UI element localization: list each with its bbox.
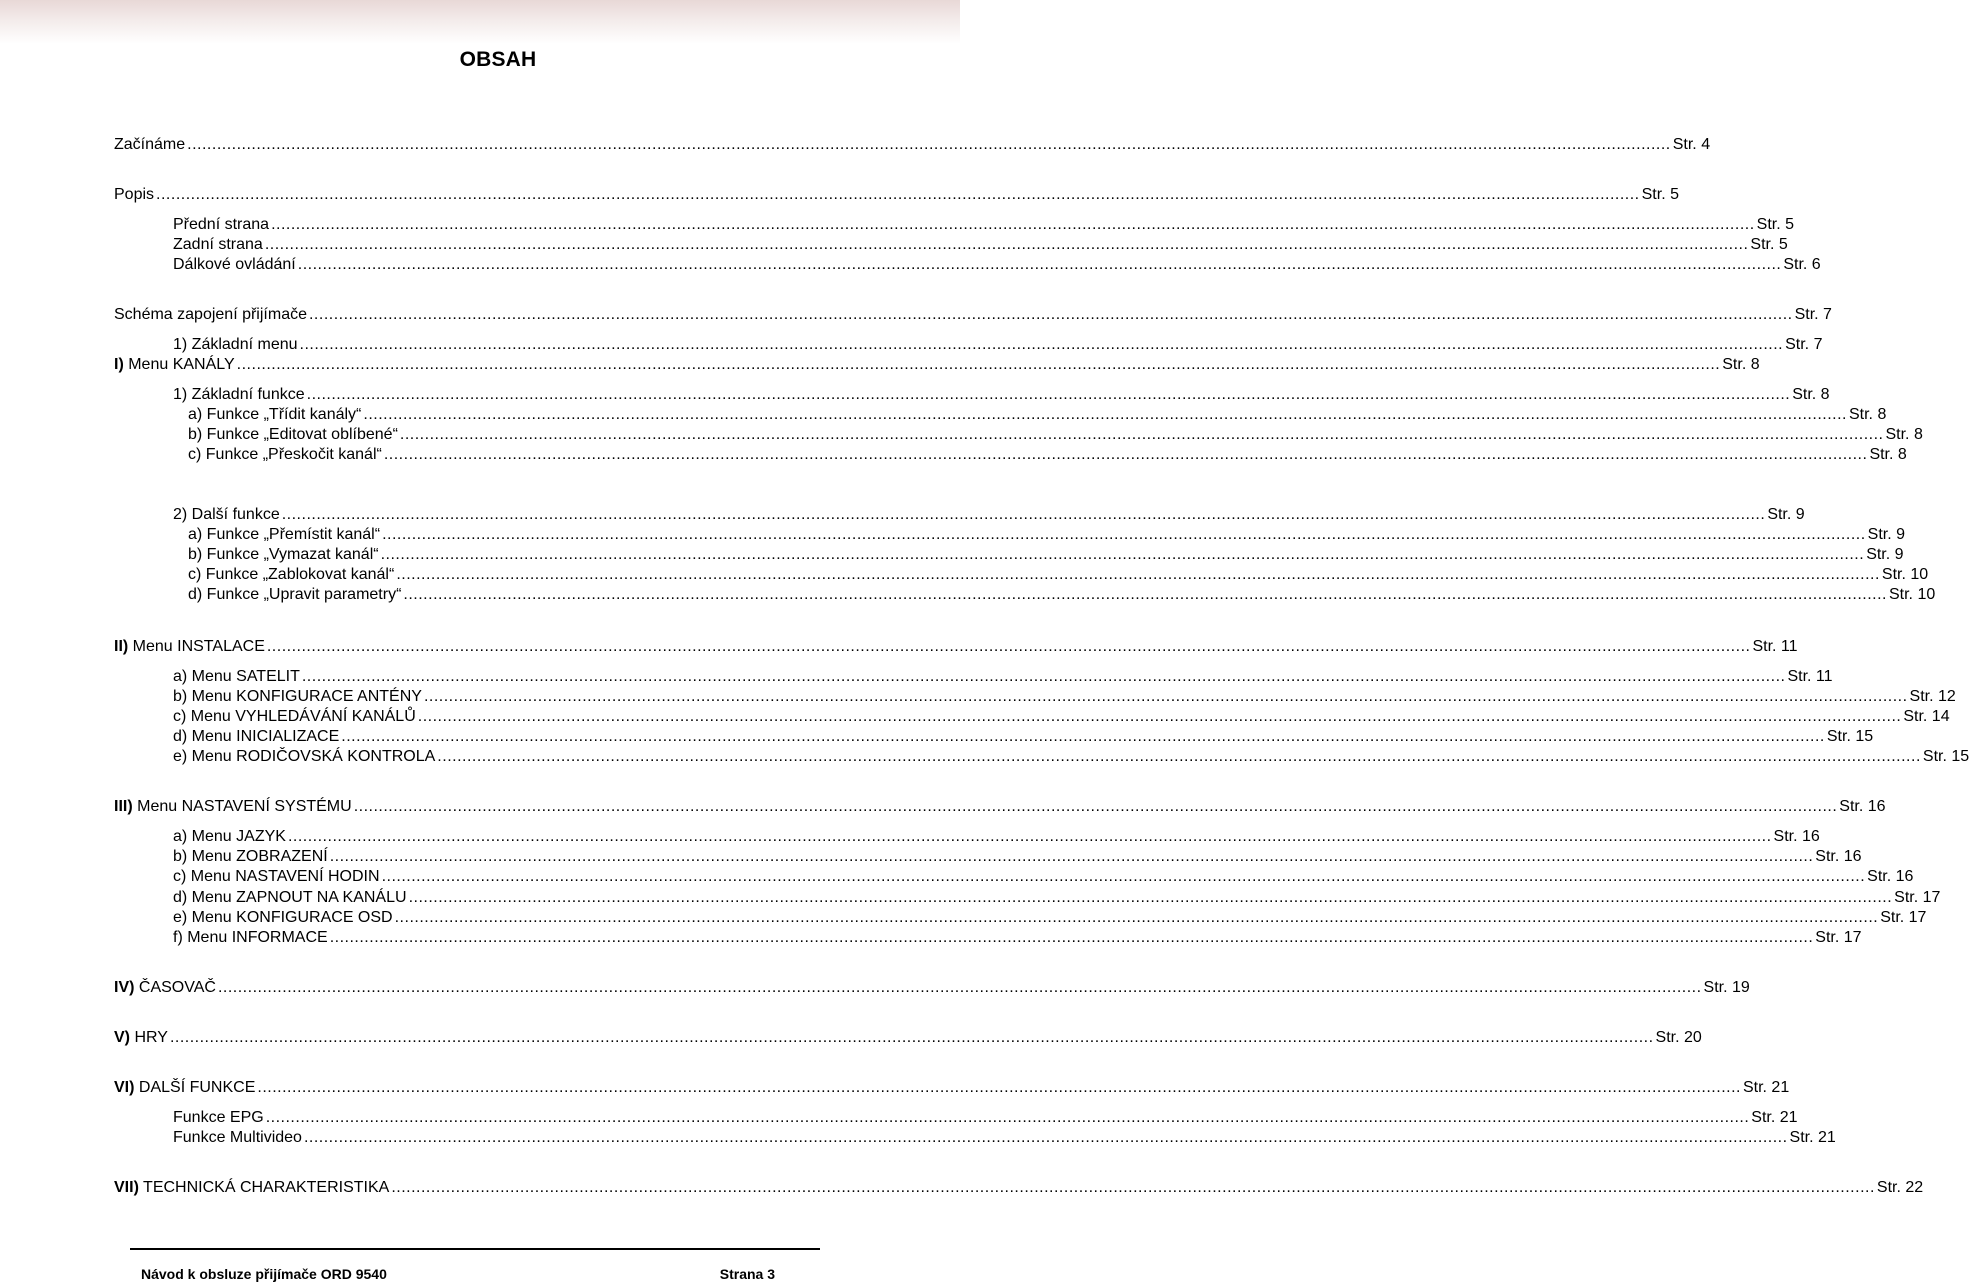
toc-entry-label <box>114 637 265 657</box>
footer-document-title: Návod k obsluze přijímače ORD 9540 <box>141 1266 387 1282</box>
toc-entry-label <box>173 215 269 235</box>
toc-entry-label <box>173 867 380 887</box>
toc-entry-title: e) Menu RODIČOVSKÁ KONTROLA <box>173 748 436 765</box>
toc-entry-title: Přední strana <box>173 216 270 233</box>
toc-entry[interactable] <box>114 355 1760 375</box>
toc-entry-label <box>173 1108 264 1128</box>
toc-entry-title: DALŠÍ FUNKCE <box>134 1079 256 1096</box>
toc-page-ref: Str. 5 <box>1750 236 1788 253</box>
toc-leader-dots: ............................................................................................................................................................................................................................................................................................................ <box>299 336 1784 353</box>
toc-section-numeral: VI) <box>114 1079 135 1096</box>
toc-leader-dots: ............................................................................................................................................................................................................................................................................................................ <box>399 426 1884 443</box>
toc-page-ref: Str. 8 <box>1848 406 1887 423</box>
toc-leader-dots: ............................................................................................................................................................................................................................................................................................................ <box>265 1109 1750 1126</box>
toc-entry-title: a) Funkce „Třídit kanály“ <box>188 406 362 423</box>
toc-page-ref: Str. 8 <box>1885 426 1923 443</box>
toc-leader-dots: ............................................................................................................................................................................................................................................................................................................ <box>396 566 1880 583</box>
toc-entry[interactable] <box>188 445 1907 465</box>
toc-entry[interactable] <box>114 185 1679 205</box>
toc-entry-title: Popis <box>114 186 155 203</box>
toc-entry[interactable] <box>173 335 1823 355</box>
toc-entry-label <box>173 505 280 525</box>
toc-entry-label <box>173 928 328 948</box>
toc-page-ref: Str. 9 <box>1767 506 1805 523</box>
toc-entry-label <box>114 135 185 155</box>
toc-leader-dots: ............................................................................................................................................................................................................................................................................................................ <box>264 236 1749 253</box>
toc-leader-dots: ............................................................................................................................................................................................................................................................................................................ <box>394 909 1879 926</box>
toc-entry-title: 1) Základní menu <box>173 336 298 353</box>
toc-leader-dots: ............................................................................................................................................................................................................................................................................................................ <box>297 256 1782 273</box>
toc-entry[interactable] <box>114 135 1711 155</box>
toc-entry[interactable] <box>173 707 1950 727</box>
toc-entry[interactable] <box>173 1108 1798 1128</box>
toc-leader-dots: ............................................................................................................................................................................................................................................................................................................ <box>382 526 1866 543</box>
toc-section-numeral: II) <box>114 638 129 655</box>
toc-entry-label <box>173 847 328 867</box>
toc-entry-label <box>114 1178 389 1198</box>
toc-page-ref: Str. 10 <box>1881 566 1929 583</box>
toc-entry[interactable] <box>173 847 1862 867</box>
toc-entry-title: b) Funkce „Editovat oblíbené“ <box>188 426 398 443</box>
toc-leader-dots: ............................................................................................................................................................................................................................................................................................................ <box>236 356 1721 373</box>
toc-entry[interactable] <box>173 667 1833 687</box>
toc-entry-label <box>114 355 235 375</box>
toc-entry-title: e) Menu KONFIGURACE OSD <box>173 909 393 926</box>
toc-entry-title: Funkce EPG <box>173 1109 264 1126</box>
toc-entry-title: 1) Základní funkce <box>173 386 305 403</box>
toc-entry[interactable] <box>173 215 1795 235</box>
toc-entry-title: c) Menu VYHLEDÁVÁNÍ KANÁLŮ <box>173 708 416 725</box>
toc-entry-title: Menu KANÁLY <box>123 356 235 373</box>
toc-leader-dots: ............................................................................................................................................................................................................................................................................................................ <box>271 216 1755 233</box>
toc-entry-title: d) Funkce „Upravit parametry“ <box>188 586 402 603</box>
toc-entry[interactable] <box>173 727 1874 747</box>
toc-entry-label <box>188 425 398 445</box>
toc-entry-title: a) Menu SATELIT <box>173 668 300 685</box>
toc-page-ref: Str. 7 <box>1785 336 1823 353</box>
toc-entry[interactable] <box>188 525 1906 545</box>
toc-section-numeral: I) <box>114 356 124 373</box>
toc-entry-label <box>114 1028 168 1048</box>
toc-entry[interactable] <box>188 425 1923 445</box>
toc-leader-dots: ............................................................................................................................................................................................................................................................................................................ <box>308 306 1793 323</box>
toc-entry-title: 2) Další funkce <box>173 506 280 523</box>
toc-entry[interactable] <box>173 928 1862 948</box>
toc-entry-title: Schéma zapojení přijímače <box>114 306 307 323</box>
toc-entry[interactable] <box>114 797 1886 817</box>
toc-entry-title: d) Menu INICIALIZACE <box>173 728 340 745</box>
toc-page-ref: Str. 6 <box>1783 256 1821 273</box>
toc-entry-title: Zadní strana <box>173 236 263 253</box>
toc-page-ref: Str. 7 <box>1794 306 1832 323</box>
toc-page-ref: Str. 14 <box>1903 708 1950 725</box>
toc-page-ref: Str. 8 <box>1792 386 1830 403</box>
toc-entry-title: HRY <box>130 1029 168 1046</box>
toc-entry-label <box>114 305 307 325</box>
toc-entry-label <box>188 525 380 545</box>
toc-leader-dots: ............................................................................................................................................................................................................................................................................................................ <box>403 586 1887 603</box>
toc-leader-dots: ............................................................................................................................................................................................................................................................................................................ <box>363 406 1847 423</box>
toc-leader-dots: ............................................................................................................................................................................................................................................................................................................ <box>217 979 1702 996</box>
toc-page-ref: Str. 21 <box>1742 1079 1790 1096</box>
toc-entry-label <box>173 1128 302 1148</box>
toc-entry[interactable] <box>114 978 1750 998</box>
toc-entry-label <box>188 405 361 425</box>
toc-section-numeral: III) <box>114 798 133 815</box>
toc-entry[interactable] <box>114 305 1832 325</box>
toc-entry-label <box>173 385 305 405</box>
toc-leader-dots: ............................................................................................................................................................................................................................................................................................................ <box>353 798 1838 815</box>
toc-entry-label <box>173 667 300 687</box>
toc-page-ref: Str. 8 <box>1869 446 1907 463</box>
footer-divider <box>130 1248 820 1250</box>
toc-entry[interactable] <box>114 1028 1702 1048</box>
toc-entry[interactable] <box>188 585 1936 605</box>
toc-entry-label <box>173 255 296 275</box>
toc-entry-title: Funkce Multivideo <box>173 1129 302 1146</box>
toc-entry[interactable] <box>114 1178 1924 1198</box>
toc-leader-dots: ............................................................................................................................................................................................................................................................................................................ <box>329 929 1814 946</box>
toc-leader-dots: ............................................................................................................................................................................................................................................................................................................ <box>391 1179 1875 1196</box>
toc-entry-title: c) Funkce „Zablokovat kanál“ <box>188 566 395 583</box>
toc-page-ref: Str. 15 <box>1826 728 1874 745</box>
toc-entry-label <box>114 185 154 205</box>
toc-entry-title: Menu INSTALACE <box>128 638 265 655</box>
toc-entry-label <box>173 707 416 727</box>
toc-entry-title: Začínáme <box>114 136 186 153</box>
toc-leader-dots: ............................................................................................................................................................................................................................................................................................................ <box>266 638 1751 655</box>
toc-entry-label <box>173 235 263 255</box>
toc-page-ref: Str. 9 <box>1866 546 1904 563</box>
toc-entry[interactable] <box>173 255 1821 275</box>
toc-entry-label <box>173 888 407 908</box>
toc-entry-label <box>173 747 435 767</box>
toc-leader-dots: ............................................................................................................................................................................................................................................................................................................ <box>156 186 1640 203</box>
toc-leader-dots: ............................................................................................................................................................................................................................................................................................................ <box>187 136 1671 153</box>
toc-entry[interactable] <box>114 1078 1790 1098</box>
toc-page-ref: Str. 5 <box>1756 216 1795 233</box>
toc-leader-dots: ............................................................................................................................................................................................................................................................................................................ <box>380 546 1865 563</box>
toc-leader-dots: ............................................................................................................................................................................................................................................................................................................ <box>306 386 1791 403</box>
toc-page-ref: Str. 10 <box>1888 586 1936 603</box>
toc-entry-label <box>114 1078 255 1098</box>
toc-section-numeral: V) <box>114 1029 130 1046</box>
toc-page-ref: Str. 15 <box>1922 748 1969 765</box>
toc-entry-label <box>173 335 298 355</box>
toc-page-ref: Str. 12 <box>1909 688 1956 705</box>
toc-page-ref: Str. 16 <box>1839 798 1886 815</box>
toc-entry-label <box>114 978 216 998</box>
toc-leader-dots: ............................................................................................................................................................................................................................................................................................................ <box>329 848 1814 865</box>
toc-entry-label <box>188 565 394 585</box>
toc-leader-dots: ............................................................................................................................................................................................................................................................................................................ <box>408 889 1893 906</box>
toc-entry-label <box>188 545 379 565</box>
toc-leader-dots: ............................................................................................................................................................................................................................................................................................................ <box>303 1129 1788 1146</box>
toc-entry[interactable] <box>114 637 1798 657</box>
toc-page-ref: Str. 9 <box>1867 526 1906 543</box>
toc-leader-dots: ............................................................................................................................................................................................................................................................................................................ <box>417 708 1902 725</box>
toc-page-ref: Str. 22 <box>1876 1179 1924 1196</box>
toc-leader-dots: ............................................................................................................................................................................................................................................................................................................ <box>423 688 1908 705</box>
toc-entry[interactable] <box>188 565 1929 585</box>
toc-entry-label <box>188 585 401 605</box>
toc-page-ref: Str. 17 <box>1880 909 1927 926</box>
toc-entry-title: b) Menu KONFIGURACE ANTÉNY <box>173 688 422 705</box>
toc-leader-dots: ............................................................................................................................................................................................................................................................................................................ <box>381 868 1866 885</box>
toc-page-ref: Str. 8 <box>1722 356 1760 373</box>
toc-entry-title: d) Menu ZAPNOUT NA KANÁLU <box>173 889 407 906</box>
toc-entry[interactable] <box>173 747 1969 767</box>
toc-entry-label <box>173 687 422 707</box>
toc-page-ref: Str. 4 <box>1672 136 1711 153</box>
toc-page-ref: Str. 21 <box>1751 1109 1798 1126</box>
toc-entry-label <box>173 827 286 847</box>
toc-entry-title: f) Menu INFORMACE <box>173 929 328 946</box>
header-band <box>0 0 960 44</box>
toc-entry[interactable] <box>188 545 1904 565</box>
toc-entry-title: c) Menu NASTAVENÍ HODIN <box>173 868 380 885</box>
toc-entry[interactable] <box>173 687 1956 707</box>
toc-leader-dots: ............................................................................................................................................................................................................................................................................................................ <box>437 748 1921 765</box>
toc-entry-title: b) Funkce „Vymazat kanál“ <box>188 546 379 563</box>
toc-entry-title: Dálkové ovládání <box>173 256 296 273</box>
toc-entry[interactable] <box>173 505 1805 525</box>
toc-page-ref: Str. 17 <box>1815 929 1862 946</box>
toc-entry-title: b) Menu ZOBRAZENÍ <box>173 848 328 865</box>
toc-page-ref: Str. 17 <box>1894 889 1941 906</box>
toc-page-ref: Str. 16 <box>1815 848 1862 865</box>
toc-entry-title: a) Funkce „Přemístit kanál“ <box>188 526 381 543</box>
toc-page-ref: Str. 19 <box>1703 979 1750 996</box>
toc-entry[interactable] <box>188 405 1887 425</box>
toc-page-ref: Str. 5 <box>1641 186 1679 203</box>
toc-entry[interactable] <box>173 867 1914 887</box>
toc-entry[interactable] <box>173 1128 1836 1148</box>
toc-page-ref: Str. 21 <box>1789 1129 1836 1146</box>
toc-page-ref: Str. 16 <box>1867 868 1914 885</box>
toc-entry-title: TECHNICKÁ CHARAKTERISTIKA <box>138 1179 390 1196</box>
toc-leader-dots: ............................................................................................................................................................................................................................................................................................................ <box>383 446 1868 463</box>
toc-leader-dots: ............................................................................................................................................................................................................................................................................................................ <box>287 828 1772 845</box>
page-title: OBSAH <box>459 48 537 71</box>
toc-section-numeral: VII) <box>114 1179 139 1196</box>
toc-entry-label <box>173 727 339 747</box>
toc-entry-title: a) Menu JAZYK <box>173 828 286 845</box>
toc-entry-label <box>173 908 393 928</box>
toc-entry-title: ČASOVAČ <box>134 979 216 996</box>
toc-entry-label <box>188 445 382 465</box>
toc-page-ref: Str. 11 <box>1787 668 1833 685</box>
toc-leader-dots: ............................................................................................................................................................................................................................................................................................................ <box>169 1029 1654 1046</box>
toc-entry[interactable] <box>173 888 1941 908</box>
toc-page-ref: Str. 11 <box>1752 638 1798 655</box>
toc-leader-dots: ............................................................................................................................................................................................................................................................................................................ <box>281 506 1766 523</box>
toc-section-numeral: IV) <box>114 979 135 996</box>
toc-entry-title: Menu NASTAVENÍ SYSTÉMU <box>132 798 352 815</box>
toc-entry[interactable] <box>173 235 1788 255</box>
toc-entry-title: c) Funkce „Přeskočit kanál“ <box>188 446 382 463</box>
toc-entry[interactable] <box>173 385 1830 405</box>
toc-page-ref: Str. 16 <box>1773 828 1820 845</box>
toc-entry[interactable] <box>173 908 1927 928</box>
footer-page-number: Strana 3 <box>719 1266 775 1282</box>
toc-leader-dots: ............................................................................................................................................................................................................................................................................................................ <box>257 1079 1741 1096</box>
toc-entry-label <box>114 797 352 817</box>
toc-entry[interactable] <box>173 827 1820 847</box>
toc-page-ref: Str. 20 <box>1655 1029 1702 1046</box>
toc-leader-dots: ............................................................................................................................................................................................................................................................................................................ <box>301 668 1786 685</box>
toc-leader-dots: ............................................................................................................................................................................................................................................................................................................ <box>341 728 1825 745</box>
